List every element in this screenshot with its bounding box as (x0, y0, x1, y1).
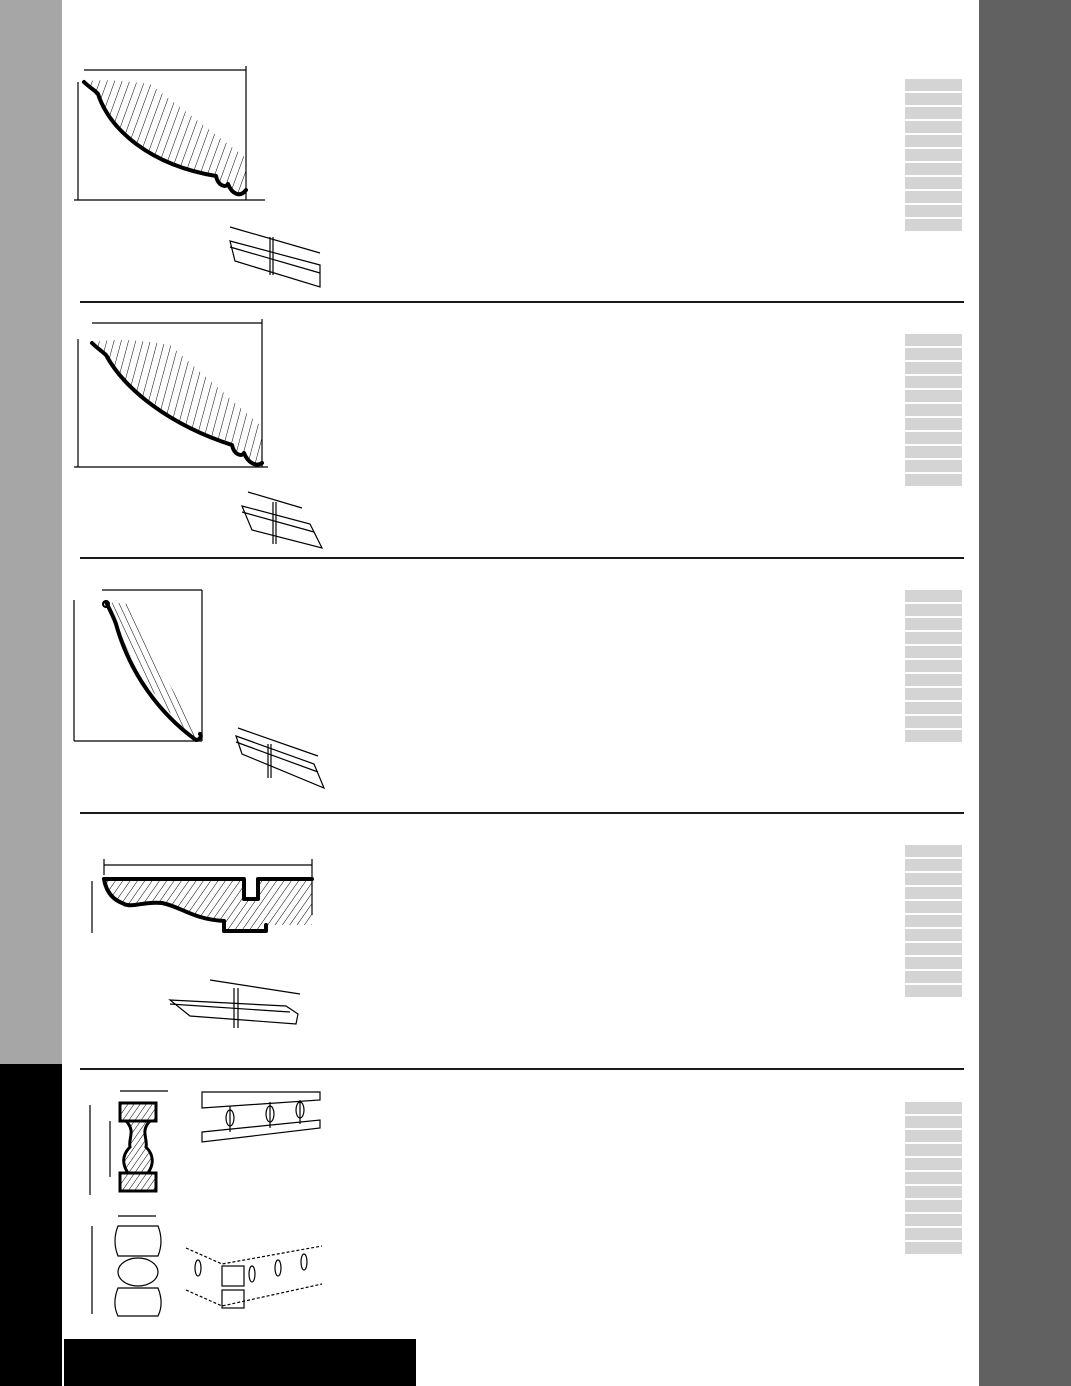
molding-length-drawing (240, 488, 330, 558)
footer-bar (64, 1339, 416, 1386)
spec-cell (905, 219, 962, 231)
spec-cell (905, 418, 962, 430)
spec-table (905, 845, 962, 997)
spec-table (905, 590, 962, 742)
molding-profile-drawing (82, 855, 322, 945)
spec-cell (905, 618, 962, 630)
spec-cell (905, 590, 962, 602)
section-divider (80, 812, 964, 814)
spec-table (905, 334, 962, 486)
spec-cell (905, 1242, 962, 1254)
spec-cell (905, 93, 962, 105)
spec-cell (905, 660, 962, 672)
section-divider (80, 1068, 964, 1070)
spec-cell (905, 730, 962, 742)
spec-cell (905, 1116, 962, 1128)
spec-cell (905, 688, 962, 700)
molding-length-drawing (228, 724, 328, 794)
spec-cell (905, 177, 962, 189)
spec-cell (905, 1186, 962, 1198)
spec-table (905, 79, 962, 231)
spec-cell (905, 432, 962, 444)
molding-profile-drawing (70, 315, 280, 475)
spec-cell (905, 971, 962, 983)
spec-cell (905, 985, 962, 997)
right-margin-band (979, 0, 1071, 1386)
molding-profile-drawing (70, 584, 210, 749)
spec-cell (905, 943, 962, 955)
molding-profile-drawing (70, 60, 270, 210)
balustrade-corner-drawing (182, 1240, 332, 1315)
spec-cell (905, 460, 962, 472)
spec-cell (905, 702, 962, 714)
spec-cell (905, 376, 962, 388)
spec-cell (905, 632, 962, 644)
spec-cell (905, 1172, 962, 1184)
spec-cell (905, 446, 962, 458)
baluster-section-drawing (82, 1212, 172, 1322)
section-divider (80, 557, 964, 559)
spec-cell (905, 121, 962, 133)
spec-cell (905, 348, 962, 360)
spec-cell (905, 79, 962, 91)
spec-cell (905, 887, 962, 899)
spec-cell (905, 1158, 962, 1170)
baluster-profile-drawing (80, 1085, 175, 1210)
spec-cell (905, 135, 962, 147)
molding-length-drawing (168, 972, 308, 1032)
spec-cell (905, 716, 962, 728)
spec-cell (905, 149, 962, 161)
spec-cell (905, 404, 962, 416)
spec-cell (905, 334, 962, 346)
spec-cell (905, 205, 962, 217)
spec-cell (905, 929, 962, 941)
spec-cell (905, 604, 962, 616)
spec-cell (905, 191, 962, 203)
spec-table (905, 1102, 962, 1254)
spec-cell (905, 390, 962, 402)
spec-cell (905, 859, 962, 871)
chapter-tab (0, 1064, 62, 1386)
spec-cell (905, 1144, 962, 1156)
spec-cell (905, 474, 962, 486)
spec-cell (905, 674, 962, 686)
spec-cell (905, 845, 962, 857)
spec-cell (905, 901, 962, 913)
spec-cell (905, 915, 962, 927)
spec-cell (905, 1214, 962, 1226)
spec-cell (905, 107, 962, 119)
spec-cell (905, 646, 962, 658)
spec-cell (905, 957, 962, 969)
spec-cell (905, 163, 962, 175)
spec-cell (905, 873, 962, 885)
spec-cell (905, 1102, 962, 1114)
spec-cell (905, 1228, 962, 1240)
spec-cell (905, 1200, 962, 1212)
spec-cell (905, 362, 962, 374)
baluster-rail-drawing (196, 1088, 326, 1148)
molding-length-drawing (225, 225, 335, 295)
section-divider (80, 301, 964, 303)
spec-cell (905, 1130, 962, 1142)
